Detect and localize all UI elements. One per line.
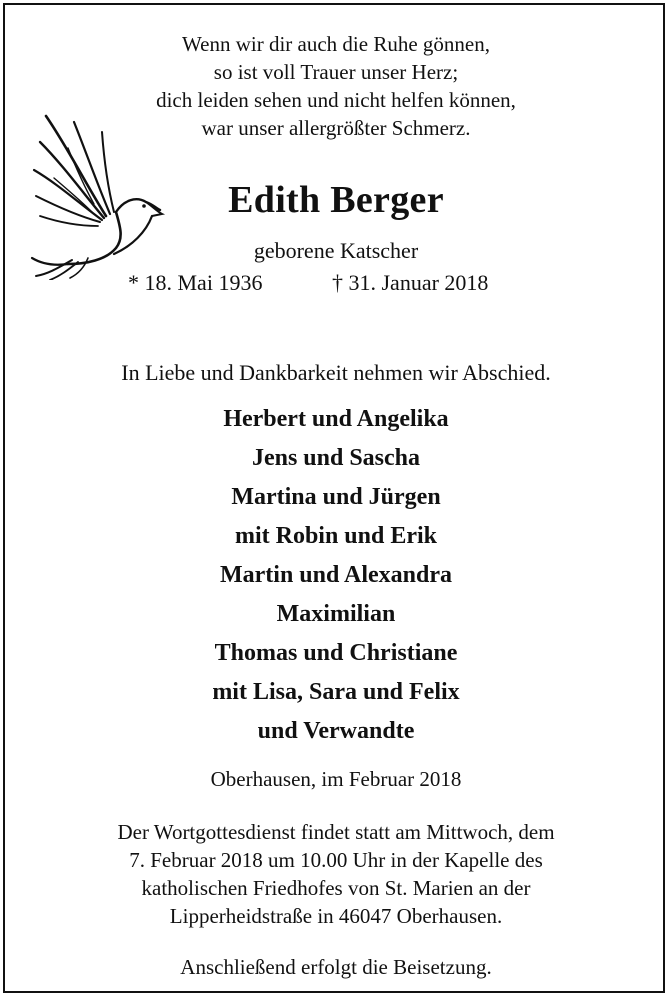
service-line: Der Wortgottesdienst findet statt am Mittwoch, dem [117, 820, 555, 844]
mourner-line: Jens und Sascha [251, 445, 421, 471]
death-date: † 31. Januar 2018 [332, 270, 489, 295]
place-date: Oberhausen, im Februar 2018 [210, 767, 462, 791]
mourner-line: Martina und Jürgen [231, 484, 441, 510]
service-line: Lipperheidstraße in 46047 Oberhausen. [169, 904, 503, 928]
service-line: katholischen Friedhofes von St. Marien an der [141, 876, 531, 900]
verse-line: dich leiden sehen und nicht helfen können, [156, 88, 516, 112]
birth-name: geborene Katscher [253, 238, 419, 263]
service-line: 7. Februar 2018 um 10.00 Uhr in der Kapelle des [129, 848, 543, 872]
life-dates [0, 270, 672, 302]
mourner-line: Martin und Alexandra [219, 562, 453, 588]
mourner-line: Herbert und Angelika [223, 406, 449, 432]
deceased-name: Edith Berger [228, 179, 444, 221]
burial-note: Anschließend erfolgt die Beisetzung. [180, 955, 492, 979]
birth-date: * 18. Mai 1936 [128, 270, 263, 295]
mourner-line: mit Lisa, Sara und Felix [212, 679, 460, 705]
mourner-line: mit Robin und Erik [234, 523, 438, 549]
mourner-line: und Verwandte [257, 718, 415, 744]
verse-line: so ist voll Trauer unser Herz; [213, 60, 459, 84]
verse-line: Wenn wir dir auch die Ruhe gönnen, [182, 32, 490, 56]
farewell-text: In Liebe und Dankbarkeit nehmen wir Abschied. [121, 360, 551, 385]
verse-line: war unser allergrößter Schmerz. [201, 116, 471, 140]
mourner-line: Thomas und Christiane [214, 640, 458, 666]
mourner-line: Maximilian [276, 601, 396, 627]
